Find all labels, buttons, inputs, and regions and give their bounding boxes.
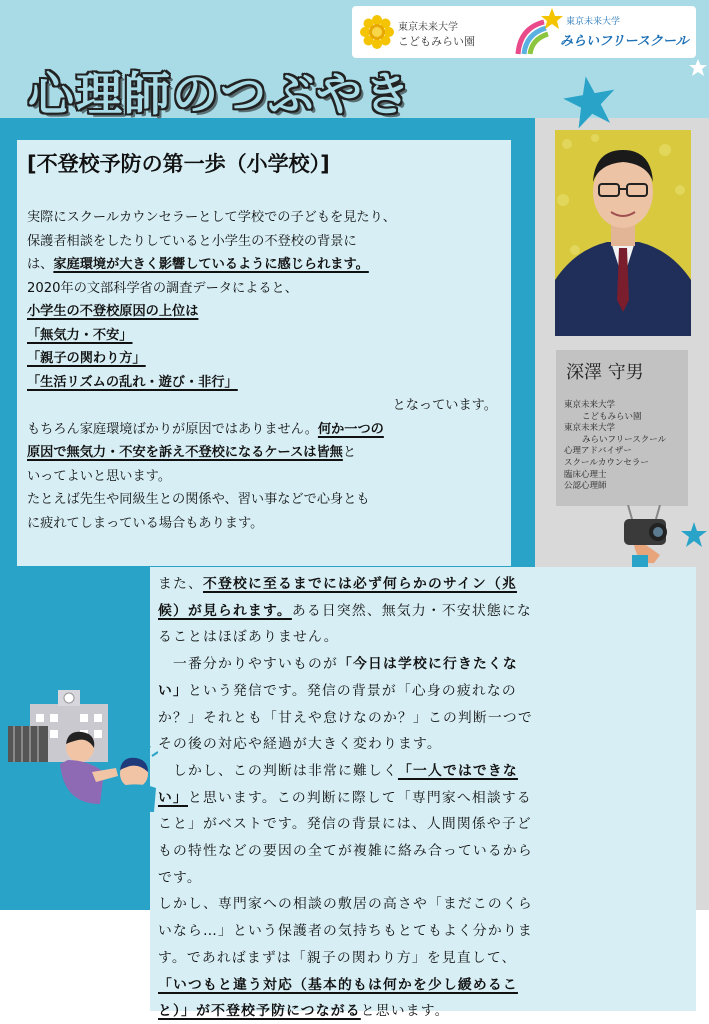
credential-line: 心理アドバイザー [564,446,632,457]
text-span: その後の対応や経過が大きく変わります。 [158,736,442,753]
rainbow-star-icon [514,8,564,56]
text-span: こと」がベストです。発信の背景には、人間関係や子ど [158,816,532,833]
emphasized-text: 何か一つの [317,421,384,437]
sunflower-icon [360,15,394,49]
text-span: か？」それとも「甘えや怠けなのか？」この判断一つで [158,709,533,726]
text-line [27,347,503,371]
text-span: もの特性などの要因の全てが複雑に絡み合っているから [158,843,533,860]
star-icon [688,58,708,78]
text-span: 「今日は学校に行きたくな [337,656,518,673]
article-continuation [150,567,696,1020]
text-span: となっています。 [392,398,497,413]
author-photo [555,130,691,336]
text-span: と思います。 [360,1003,450,1020]
text-span: いなら…」という保護者の気持ちもとてもよく分かりま [158,923,533,940]
text-line [27,371,503,395]
text-line [158,758,690,785]
text-span: また、 [158,576,203,592]
text-line [158,972,690,999]
emphasized-text: 不登校に至るまでには必ず何らかのサイン（兆 [203,576,517,592]
text-span: もちろん家庭環境ばかりが原因ではありません。 [27,421,318,437]
free-university-label: 東京未来大学 [566,17,621,27]
text-span: ることはほぼありません。 [158,629,339,646]
emphasized-text: 「いつもと違う対応（基本的もは何かを少し緩めるこ [158,976,518,993]
text-line [158,731,690,758]
text-line [158,945,690,972]
portrait-image [555,130,691,336]
kodomo-university-label: 東京未来大学 [398,22,458,33]
article-heading: [不登校予防の第一歩（小学校）] [27,152,330,176]
emphasized-text: 「無気力・不安」 [27,327,133,343]
text-span: す。であればまずは「親子の関わり方」を見直して、 [158,949,517,966]
text-line [27,512,503,536]
text-line [27,230,503,254]
text-span: と思います。この判断に際して「専門家へ相談する [188,789,532,806]
free-school-name-label: みらいフリースクール [560,34,689,49]
text-span: という発信です。発信の背景が「心身の疲れなの [188,682,517,699]
text-span: しかし、この判断は非常に難しく [158,762,398,779]
text-line [27,418,503,442]
text-line [27,488,503,512]
text-line [27,253,503,277]
text-span: 実際にスクールカウンセラーとして学校での子どもを見たり、 [27,210,396,225]
author-credentials [564,400,666,493]
article-body [27,206,503,535]
emphasized-text: と）」が不登校予防につながる [158,1003,361,1020]
text-span: たとえば先生や同級生との関係や、習い事などで心身とも [27,492,370,507]
text-line [158,571,690,598]
emphasized-text: 原因で無気力・不安を訴え不登校になるケースは皆無 [27,445,343,460]
mirai-free-school-logo[interactable] [514,8,692,56]
credential-line: みらいフリースクール [582,434,667,445]
text-line [27,441,503,465]
text-line [27,324,503,348]
text-span: い」 [158,682,188,699]
article-continuation-body [158,571,690,1024]
text-line [27,206,503,230]
credential-line: 東京未来大学 [564,400,616,410]
credential-line: 東京未来大学 [564,423,616,434]
emphasized-text: 小学生の不登校原因の上位は [27,304,199,319]
text-span: です。 [158,869,202,886]
page-title: 心理師のつぶやき [28,67,412,121]
text-line [27,465,503,489]
text-line [158,838,690,865]
school-consultation-illustration [8,686,158,816]
article-card [17,140,511,566]
text-line [158,624,690,651]
text-line [158,918,690,945]
text-line [158,651,690,678]
kodomo-name-label: こどもみらい園 [398,35,475,48]
emphasized-text: 「生活リズムの乱れ・遊び・非行」 [27,374,238,390]
credential-line: 臨床心理士 [564,469,607,480]
text-span: に疲れてしまっている場合もあります。 [27,515,264,531]
emphasized-text: 「親子の関わり方」 [27,351,146,366]
emphasized-text: 「一人ではできな [397,762,518,779]
kodomo-mirai-logo[interactable] [360,12,510,52]
text-line [158,891,690,918]
credential-line: 公認心理師 [564,481,607,492]
video-camera-illustration [620,505,680,571]
text-line [27,277,503,301]
text-line [158,705,690,732]
text-span: しかし、専門家への相談の敷居の高さや「まだこのくら [158,896,533,913]
logo-bar [352,6,696,58]
text-span: 一番分かりやすいものが [158,656,338,673]
emphasized-text: 家庭環境が大きく影響しているように感じられます。 [53,257,369,272]
author-name: 深澤 守男 [566,362,644,383]
text-line [27,394,503,418]
text-span: と [342,445,357,460]
text-span: は、 [27,257,54,272]
text-line [27,300,503,324]
text-span: 2020年の文部科学省の調査データによると、 [27,280,298,296]
text-line [158,598,690,625]
text-line [158,998,690,1024]
text-line [158,865,690,892]
credential-line: スクールカウンセラー [564,457,649,468]
text-line [158,678,690,705]
credential-line: こどもみらい園 [582,411,642,422]
profile-card [556,350,688,506]
text-line [158,811,690,838]
emphasized-text: 候）が見られます。 [158,602,292,619]
star-icon [680,520,708,550]
emphasized-text: い」 [158,789,188,806]
text-span: 保護者相談をしたりしていると小学生の不登校の背景に [27,233,357,249]
text-line [158,785,690,812]
star-icon [562,74,618,128]
text-span: ある日突然、無気力・不安状態にな [291,602,532,619]
text-span: いってよいと思います。 [27,468,172,484]
